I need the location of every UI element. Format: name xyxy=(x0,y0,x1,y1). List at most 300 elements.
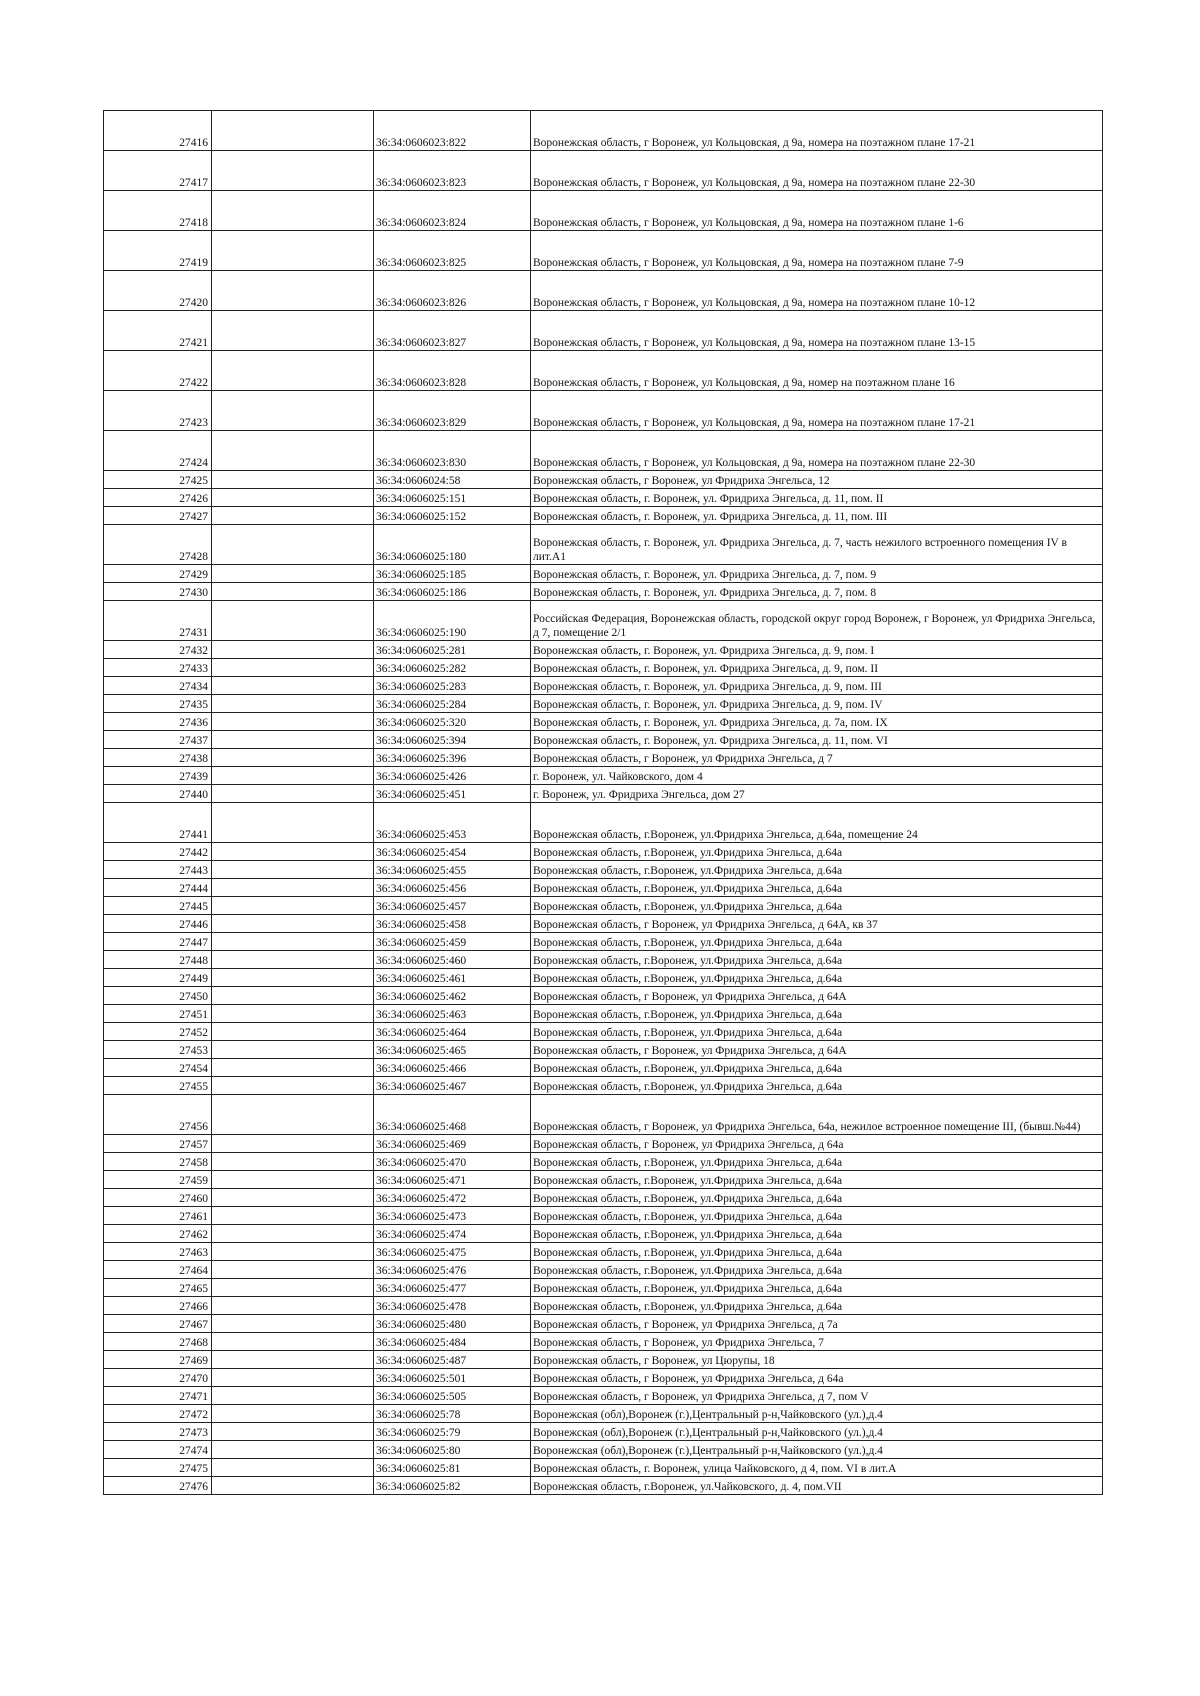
cadastral-number-cell: 36:34:0606025:471 xyxy=(374,1171,531,1189)
row-number-cell: 27440 xyxy=(104,785,212,803)
row-number-cell: 27464 xyxy=(104,1261,212,1279)
cadastral-number-cell: 36:34:0606025:180 xyxy=(374,525,531,565)
address-cell: Воронежская область, г.Воронеж, ул.Фридриха Энгельса, д.64а xyxy=(531,1297,1103,1315)
cadastral-number-cell: 36:34:0606025:281 xyxy=(374,641,531,659)
address-cell: Воронежская область, г.Воронеж, ул.Фридриха Энгельса, д.64а xyxy=(531,1225,1103,1243)
row-number-cell: 27436 xyxy=(104,713,212,731)
address-cell: Воронежская область, г Воронеж, ул Фридриха Энгельса, д 7а xyxy=(531,1315,1103,1333)
empty-cell xyxy=(212,1135,374,1153)
address-cell: Воронежская область, г Воронеж, ул Фридриха Энгельса, д 7, пом V xyxy=(531,1387,1103,1405)
row-number-cell: 27468 xyxy=(104,1333,212,1351)
address-cell: Воронежская область, г.Воронеж, ул.Фридриха Энгельса, д.64а, помещение 24 xyxy=(531,803,1103,843)
cadastral-number-cell: 36:34:0606025:396 xyxy=(374,749,531,767)
cadastral-number-cell: 36:34:0606025:78 xyxy=(374,1405,531,1423)
address-cell: Воронежская область, г. Воронеж, ул. Фридриха Энгельса, д. 7, часть нежилого встроенного помещения IV в лит.А1 xyxy=(531,525,1103,565)
empty-cell xyxy=(212,1279,374,1297)
cadastral-number-cell: 36:34:0606025:185 xyxy=(374,565,531,583)
table-row xyxy=(104,1297,1103,1315)
row-number-cell: 27455 xyxy=(104,1077,212,1095)
table-row xyxy=(104,525,1103,565)
row-number-cell: 27476 xyxy=(104,1477,212,1495)
cadastral-number-cell: 36:34:0606023:824 xyxy=(374,191,531,231)
row-number-cell: 27437 xyxy=(104,731,212,749)
row-number-cell: 27418 xyxy=(104,191,212,231)
address-cell: Воронежская (обл),Воронеж (г.),Центральный р-н,Чайковского (ул.),д.4 xyxy=(531,1423,1103,1441)
cadastral-number-cell: 36:34:0606025:505 xyxy=(374,1387,531,1405)
empty-cell xyxy=(212,1261,374,1279)
row-number-cell: 27469 xyxy=(104,1351,212,1369)
row-number-cell: 27447 xyxy=(104,933,212,951)
row-number-cell: 27420 xyxy=(104,271,212,311)
table-row xyxy=(104,489,1103,507)
cadastral-number-cell: 36:34:0606025:284 xyxy=(374,695,531,713)
address-cell: Воронежская область, г.Воронеж, ул.Фридриха Энгельса, д.64а xyxy=(531,1189,1103,1207)
cadastral-number-cell: 36:34:0606025:320 xyxy=(374,713,531,731)
row-number-cell: 27453 xyxy=(104,1041,212,1059)
empty-cell xyxy=(212,1405,374,1423)
address-cell: Воронежская область, г Воронеж, ул Фридриха Энгельса, д 64а xyxy=(531,1135,1103,1153)
empty-cell xyxy=(212,969,374,987)
cadastral-number-cell: 36:34:0606025:487 xyxy=(374,1351,531,1369)
empty-cell xyxy=(212,431,374,471)
address-cell: Воронежская область, г.Воронеж, ул.Фридриха Энгельса, д.64а xyxy=(531,1077,1103,1095)
cadastral-number-cell: 36:34:0606025:454 xyxy=(374,843,531,861)
address-cell: Воронежская область, г Воронеж, ул Кольцовская, д 9а, номера на поэтажном плане 17-21 xyxy=(531,391,1103,431)
cadastral-number-cell: 36:34:0606025:476 xyxy=(374,1261,531,1279)
empty-cell xyxy=(212,861,374,879)
empty-cell xyxy=(212,933,374,951)
row-number-cell: 27461 xyxy=(104,1207,212,1225)
table-row xyxy=(104,1059,1103,1077)
address-cell: Воронежская область, г.Воронеж, ул.Фридриха Энгельса, д.64а xyxy=(531,1261,1103,1279)
cadastral-number-cell: 36:34:0606025:456 xyxy=(374,879,531,897)
cadastral-number-cell: 36:34:0606025:459 xyxy=(374,933,531,951)
row-number-cell: 27434 xyxy=(104,677,212,695)
cadastral-number-cell: 36:34:0606025:478 xyxy=(374,1297,531,1315)
row-number-cell: 27429 xyxy=(104,565,212,583)
empty-cell xyxy=(212,1297,374,1315)
cadastral-number-cell: 36:34:0606025:453 xyxy=(374,803,531,843)
empty-cell xyxy=(212,1477,374,1495)
row-number-cell: 27457 xyxy=(104,1135,212,1153)
empty-cell xyxy=(212,785,374,803)
empty-cell xyxy=(212,1333,374,1351)
empty-cell xyxy=(212,1351,374,1369)
table-row xyxy=(104,271,1103,311)
row-number-cell: 27421 xyxy=(104,311,212,351)
cadastral-number-cell: 36:34:0606023:830 xyxy=(374,431,531,471)
table-row xyxy=(104,1005,1103,1023)
table-row xyxy=(104,1171,1103,1189)
table-row xyxy=(104,1261,1103,1279)
row-number-cell: 27454 xyxy=(104,1059,212,1077)
empty-cell xyxy=(212,1077,374,1095)
address-cell: Воронежская область, г Воронеж, ул Фридриха Энгельса, д 64А, кв 37 xyxy=(531,915,1103,933)
cadastral-number-cell: 36:34:0606025:475 xyxy=(374,1243,531,1261)
address-cell: Воронежская область, г.Воронеж, ул.Чайковского, д. 4, пом.VII xyxy=(531,1477,1103,1495)
empty-cell xyxy=(212,1005,374,1023)
registry-rows xyxy=(104,111,1103,1495)
cadastral-number-cell: 36:34:0606025:462 xyxy=(374,987,531,1005)
row-number-cell: 27426 xyxy=(104,489,212,507)
row-number-cell: 27451 xyxy=(104,1005,212,1023)
address-cell: Воронежская область, г. Воронеж, ул. Фридриха Энгельса, д. 7, пом. 8 xyxy=(531,583,1103,601)
row-number-cell: 27475 xyxy=(104,1459,212,1477)
empty-cell xyxy=(212,843,374,861)
cadastral-number-cell: 36:34:0606025:186 xyxy=(374,583,531,601)
table-row xyxy=(104,1225,1103,1243)
table-row xyxy=(104,351,1103,391)
cadastral-number-cell: 36:34:0606025:467 xyxy=(374,1077,531,1095)
row-number-cell: 27424 xyxy=(104,431,212,471)
empty-cell xyxy=(212,271,374,311)
cadastral-number-cell: 36:34:0606025:473 xyxy=(374,1207,531,1225)
cadastral-number-cell: 36:34:0606025:80 xyxy=(374,1441,531,1459)
cadastral-number-cell: 36:34:0606025:468 xyxy=(374,1095,531,1135)
address-cell: Воронежская область, г Воронеж, ул Кольцовская, д 9а, номер на поэтажном плане 16 xyxy=(531,351,1103,391)
empty-cell xyxy=(212,525,374,565)
empty-cell xyxy=(212,951,374,969)
cadastral-number-cell: 36:34:0606025:81 xyxy=(374,1459,531,1477)
cadastral-number-cell: 36:34:0606025:282 xyxy=(374,659,531,677)
cadastral-number-cell: 36:34:0606023:828 xyxy=(374,351,531,391)
row-number-cell: 27450 xyxy=(104,987,212,1005)
cadastral-number-cell: 36:34:0606025:394 xyxy=(374,731,531,749)
table-row xyxy=(104,1477,1103,1495)
row-number-cell: 27470 xyxy=(104,1369,212,1387)
row-number-cell: 27441 xyxy=(104,803,212,843)
empty-cell xyxy=(212,231,374,271)
address-cell: Воронежская область, г.Воронеж, ул.Фридриха Энгельса, д.64а xyxy=(531,1171,1103,1189)
cadastral-number-cell: 36:34:0606025:458 xyxy=(374,915,531,933)
table-row xyxy=(104,1095,1103,1135)
cadastral-number-cell: 36:34:0606025:472 xyxy=(374,1189,531,1207)
empty-cell xyxy=(212,151,374,191)
address-cell: Воронежская область, г Воронеж, ул Цюрупы, 18 xyxy=(531,1351,1103,1369)
row-number-cell: 27431 xyxy=(104,601,212,641)
empty-cell xyxy=(212,749,374,767)
table-row xyxy=(104,731,1103,749)
empty-cell xyxy=(212,191,374,231)
table-row xyxy=(104,767,1103,785)
table-row xyxy=(104,641,1103,659)
row-number-cell: 27442 xyxy=(104,843,212,861)
row-number-cell: 27449 xyxy=(104,969,212,987)
cadastral-number-cell: 36:34:0606023:826 xyxy=(374,271,531,311)
row-number-cell: 27445 xyxy=(104,897,212,915)
row-number-cell: 27435 xyxy=(104,695,212,713)
address-cell: Воронежская область, г.Воронеж, ул.Фридриха Энгельса, д.64а xyxy=(531,1207,1103,1225)
table-row xyxy=(104,583,1103,601)
address-cell: Воронежская область, г Воронеж, ул Кольцовская, д 9а, номера на поэтажном плане 22-30 xyxy=(531,431,1103,471)
address-cell: Воронежская область, г Воронеж, ул Фридриха Энгельса, д 64А xyxy=(531,1041,1103,1059)
address-cell: г. Воронеж, ул. Чайковского, дом 4 xyxy=(531,767,1103,785)
table-row xyxy=(104,565,1103,583)
address-cell: Воронежская область, г.Воронеж, ул.Фридриха Энгельса, д.64а xyxy=(531,879,1103,897)
empty-cell xyxy=(212,1095,374,1135)
cadastral-number-cell: 36:34:0606025:501 xyxy=(374,1369,531,1387)
empty-cell xyxy=(212,1189,374,1207)
cadastral-number-cell: 36:34:0606025:484 xyxy=(374,1333,531,1351)
table-row xyxy=(104,1387,1103,1405)
row-number-cell: 27471 xyxy=(104,1387,212,1405)
empty-cell xyxy=(212,915,374,933)
empty-cell xyxy=(212,987,374,1005)
row-number-cell: 27466 xyxy=(104,1297,212,1315)
address-cell: Воронежская область, г. Воронеж, ул. Фридриха Энгельса, д. 9, пом. IV xyxy=(531,695,1103,713)
table-row xyxy=(104,803,1103,843)
table-row xyxy=(104,1189,1103,1207)
empty-cell xyxy=(212,1459,374,1477)
empty-cell xyxy=(212,731,374,749)
row-number-cell: 27428 xyxy=(104,525,212,565)
row-number-cell: 27433 xyxy=(104,659,212,677)
table-row xyxy=(104,1441,1103,1459)
row-number-cell: 27472 xyxy=(104,1405,212,1423)
address-cell: Воронежская (обл),Воронеж (г.),Центральный р-н,Чайковского (ул.),д.4 xyxy=(531,1405,1103,1423)
address-cell: Воронежская область, г.Воронеж, ул.Фридриха Энгельса, д.64а xyxy=(531,1059,1103,1077)
address-cell: г. Воронеж, ул. Фридриха Энгельса, дом 27 xyxy=(531,785,1103,803)
table-row xyxy=(104,1041,1103,1059)
address-cell: Воронежская область, г. Воронеж, ул. Фридриха Энгельса, д. 9, пом. I xyxy=(531,641,1103,659)
table-row xyxy=(104,1207,1103,1225)
empty-cell xyxy=(212,1225,374,1243)
table-row xyxy=(104,1153,1103,1171)
table-row xyxy=(104,1077,1103,1095)
row-number-cell: 27422 xyxy=(104,351,212,391)
cadastral-number-cell: 36:34:0606025:469 xyxy=(374,1135,531,1153)
table-row xyxy=(104,1279,1103,1297)
empty-cell xyxy=(212,489,374,507)
table-row xyxy=(104,601,1103,641)
row-number-cell: 27467 xyxy=(104,1315,212,1333)
empty-cell xyxy=(212,1059,374,1077)
address-cell: Воронежская область, г. Воронеж, улица Чайковского, д 4, пом. VI в лит.А xyxy=(531,1459,1103,1477)
table-row xyxy=(104,987,1103,1005)
cadastral-number-cell: 36:34:0606025:474 xyxy=(374,1225,531,1243)
address-cell: Воронежская область, г Воронеж, ул Кольцовская, д 9а, номера на поэтажном плане 1-6 xyxy=(531,191,1103,231)
row-number-cell: 27432 xyxy=(104,641,212,659)
cadastral-number-cell: 36:34:0606025:465 xyxy=(374,1041,531,1059)
row-number-cell: 27425 xyxy=(104,471,212,489)
table-row xyxy=(104,1315,1103,1333)
row-number-cell: 27459 xyxy=(104,1171,212,1189)
row-number-cell: 27458 xyxy=(104,1153,212,1171)
address-cell: Воронежская область, г.Воронеж, ул.Фридриха Энгельса, д.64а xyxy=(531,933,1103,951)
empty-cell xyxy=(212,767,374,785)
empty-cell xyxy=(212,311,374,351)
cadastral-number-cell: 36:34:0606023:829 xyxy=(374,391,531,431)
table-row xyxy=(104,1135,1103,1153)
table-row xyxy=(104,231,1103,271)
row-number-cell: 27439 xyxy=(104,767,212,785)
cadastral-number-cell: 36:34:0606025:460 xyxy=(374,951,531,969)
table-row xyxy=(104,861,1103,879)
table-row xyxy=(104,749,1103,767)
empty-cell xyxy=(212,111,374,151)
cadastral-number-cell: 36:34:0606024:58 xyxy=(374,471,531,489)
table-row xyxy=(104,507,1103,525)
empty-cell xyxy=(212,1041,374,1059)
row-number-cell: 27462 xyxy=(104,1225,212,1243)
empty-cell xyxy=(212,1243,374,1261)
address-cell: Воронежская область, г.Воронеж, ул.Фридриха Энгельса, д.64а xyxy=(531,897,1103,915)
address-cell: Воронежская область, г.Воронеж, ул.Фридриха Энгельса, д.64а xyxy=(531,843,1103,861)
table-row xyxy=(104,391,1103,431)
row-number-cell: 27438 xyxy=(104,749,212,767)
empty-cell xyxy=(212,1369,374,1387)
cadastral-number-cell: 36:34:0606023:825 xyxy=(374,231,531,271)
address-cell: Воронежская область, г.Воронеж, ул.Фридриха Энгельса, д.64а xyxy=(531,1153,1103,1171)
row-number-cell: 27465 xyxy=(104,1279,212,1297)
row-number-cell: 27427 xyxy=(104,507,212,525)
empty-cell xyxy=(212,601,374,641)
address-cell: Воронежская область, г. Воронеж, ул. Фридриха Энгельса, д. 11, пом. VI xyxy=(531,731,1103,749)
table-row xyxy=(104,879,1103,897)
table-row xyxy=(104,191,1103,231)
empty-cell xyxy=(212,583,374,601)
row-number-cell: 27460 xyxy=(104,1189,212,1207)
empty-cell xyxy=(212,659,374,677)
address-cell: Воронежская область, г.Воронеж, ул.Фридриха Энгельса, д.64а xyxy=(531,1243,1103,1261)
row-number-cell: 27474 xyxy=(104,1441,212,1459)
address-cell: Воронежская область, г Воронеж, ул Фридриха Энгельса, 64а, нежилое встроенное помещение III, (бывш.№44) xyxy=(531,1095,1103,1135)
empty-cell xyxy=(212,641,374,659)
row-number-cell: 27446 xyxy=(104,915,212,933)
empty-cell xyxy=(212,507,374,525)
empty-cell xyxy=(212,897,374,915)
address-cell: Воронежская область, г Воронеж, ул Фридриха Энгельса, д 7 xyxy=(531,749,1103,767)
cadastral-number-cell: 36:34:0606025:477 xyxy=(374,1279,531,1297)
table-row xyxy=(104,785,1103,803)
address-cell: Воронежская область, г Воронеж, ул Кольцовская, д 9а, номера на поэтажном плане 17-21 xyxy=(531,111,1103,151)
address-cell: Воронежская область, г Воронеж, ул Кольцовская, д 9а, номера на поэтажном плане 13-15 xyxy=(531,311,1103,351)
address-cell: Воронежская область, г Воронеж, ул Фридриха Энгельса, 12 xyxy=(531,471,1103,489)
address-cell: Воронежская область, г.Воронеж, ул.Фридриха Энгельса, д.64а xyxy=(531,951,1103,969)
table-row xyxy=(104,933,1103,951)
cadastral-number-cell: 36:34:0606025:466 xyxy=(374,1059,531,1077)
table-row xyxy=(104,111,1103,151)
row-number-cell: 27456 xyxy=(104,1095,212,1135)
table-row xyxy=(104,431,1103,471)
empty-cell xyxy=(212,1023,374,1041)
table-row xyxy=(104,1333,1103,1351)
empty-cell xyxy=(212,1423,374,1441)
row-number-cell: 27463 xyxy=(104,1243,212,1261)
address-cell: Воронежская область, г.Воронеж, ул.Фридриха Энгельса, д.64а xyxy=(531,1023,1103,1041)
cadastral-number-cell: 36:34:0606025:470 xyxy=(374,1153,531,1171)
row-number-cell: 27473 xyxy=(104,1423,212,1441)
address-cell: Воронежская область, г. Воронеж, ул. Фридриха Энгельса, д. 9, пом. II xyxy=(531,659,1103,677)
cadastral-number-cell: 36:34:0606025:82 xyxy=(374,1477,531,1495)
address-cell: Воронежская область, г.Воронеж, ул.Фридриха Энгельса, д.64а xyxy=(531,1279,1103,1297)
empty-cell xyxy=(212,1207,374,1225)
row-number-cell: 27423 xyxy=(104,391,212,431)
empty-cell xyxy=(212,879,374,897)
empty-cell xyxy=(212,1315,374,1333)
empty-cell xyxy=(212,391,374,431)
table-row xyxy=(104,951,1103,969)
address-cell: Воронежская (обл),Воронеж (г.),Центральный р-н,Чайковского (ул.),д.4 xyxy=(531,1441,1103,1459)
table-row xyxy=(104,311,1103,351)
cadastral-number-cell: 36:34:0606025:461 xyxy=(374,969,531,987)
table-row xyxy=(104,713,1103,731)
cadastral-number-cell: 36:34:0606025:480 xyxy=(374,1315,531,1333)
cadastral-number-cell: 36:34:0606023:822 xyxy=(374,111,531,151)
table-row xyxy=(104,1423,1103,1441)
table-row xyxy=(104,1405,1103,1423)
table-row xyxy=(104,969,1103,987)
cadastral-number-cell: 36:34:0606025:457 xyxy=(374,897,531,915)
cadastral-number-cell: 36:34:0606025:455 xyxy=(374,861,531,879)
row-number-cell: 27430 xyxy=(104,583,212,601)
table-row xyxy=(104,471,1103,489)
cadastral-number-cell: 36:34:0606025:151 xyxy=(374,489,531,507)
cadastral-number-cell: 36:34:0606025:463 xyxy=(374,1005,531,1023)
cadastral-number-cell: 36:34:0606025:451 xyxy=(374,785,531,803)
row-number-cell: 27416 xyxy=(104,111,212,151)
empty-cell xyxy=(212,677,374,695)
table-row xyxy=(104,1351,1103,1369)
address-cell: Воронежская область, г. Воронеж, ул. Фридриха Энгельса, д. 11, пом. III xyxy=(531,507,1103,525)
cadastral-number-cell: 36:34:0606025:79 xyxy=(374,1423,531,1441)
cadastral-number-cell: 36:34:0606025:190 xyxy=(374,601,531,641)
cadastral-number-cell: 36:34:0606025:426 xyxy=(374,767,531,785)
empty-cell xyxy=(212,351,374,391)
empty-cell xyxy=(212,1153,374,1171)
cadastral-number-cell: 36:34:0606023:827 xyxy=(374,311,531,351)
address-cell: Воронежская область, г Воронеж, ул Фридриха Энгельса, 7 xyxy=(531,1333,1103,1351)
cadastral-number-cell: 36:34:0606025:283 xyxy=(374,677,531,695)
table-row xyxy=(104,695,1103,713)
table-row xyxy=(104,1369,1103,1387)
empty-cell xyxy=(212,1387,374,1405)
table-row xyxy=(104,843,1103,861)
address-cell: Воронежская область, г. Воронеж, ул. Фридриха Энгельса, д. 7а, пом. IX xyxy=(531,713,1103,731)
table-row xyxy=(104,1243,1103,1261)
address-cell: Воронежская область, г. Воронеж, ул. Фридриха Энгельса, д. 9, пом. III xyxy=(531,677,1103,695)
table-row xyxy=(104,659,1103,677)
address-cell: Воронежская область, г Воронеж, ул Кольцовская, д 9а, номера на поэтажном плане 7-9 xyxy=(531,231,1103,271)
address-cell: Воронежская область, г.Воронеж, ул.Фридриха Энгельса, д.64а xyxy=(531,861,1103,879)
row-number-cell: 27444 xyxy=(104,879,212,897)
address-cell: Воронежская область, г.Воронеж, ул.Фридриха Энгельса, д.64а xyxy=(531,1005,1103,1023)
empty-cell xyxy=(212,695,374,713)
cadastral-number-cell: 36:34:0606025:464 xyxy=(374,1023,531,1041)
cadastral-number-cell: 36:34:0606023:823 xyxy=(374,151,531,191)
address-cell: Воронежская область, г.Воронеж, ул.Фридриха Энгельса, д.64а xyxy=(531,969,1103,987)
address-cell: Воронежская область, г Воронеж, ул Фридриха Энгельса, д 64а xyxy=(531,1369,1103,1387)
empty-cell xyxy=(212,471,374,489)
row-number-cell: 27443 xyxy=(104,861,212,879)
empty-cell xyxy=(212,803,374,843)
empty-cell xyxy=(212,713,374,731)
table-row xyxy=(104,1459,1103,1477)
empty-cell xyxy=(212,565,374,583)
table-row xyxy=(104,151,1103,191)
row-number-cell: 27417 xyxy=(104,151,212,191)
address-cell: Воронежская область, г Воронеж, ул Кольцовская, д 9а, номера на поэтажном плане 22-30 xyxy=(531,151,1103,191)
row-number-cell: 27448 xyxy=(104,951,212,969)
registry-table xyxy=(103,110,1103,1495)
table-row xyxy=(104,897,1103,915)
cadastral-number-cell: 36:34:0606025:152 xyxy=(374,507,531,525)
address-cell: Российская Федерация, Воронежская область, городской округ город Воронеж, г Воронеж, ул Фридриха Энгельса, д 7, помещение 2/1 xyxy=(531,601,1103,641)
table-row xyxy=(104,677,1103,695)
table-row xyxy=(104,915,1103,933)
address-cell: Воронежская область, г. Воронеж, ул. Фридриха Энгельса, д. 11, пом. II xyxy=(531,489,1103,507)
row-number-cell: 27452 xyxy=(104,1023,212,1041)
